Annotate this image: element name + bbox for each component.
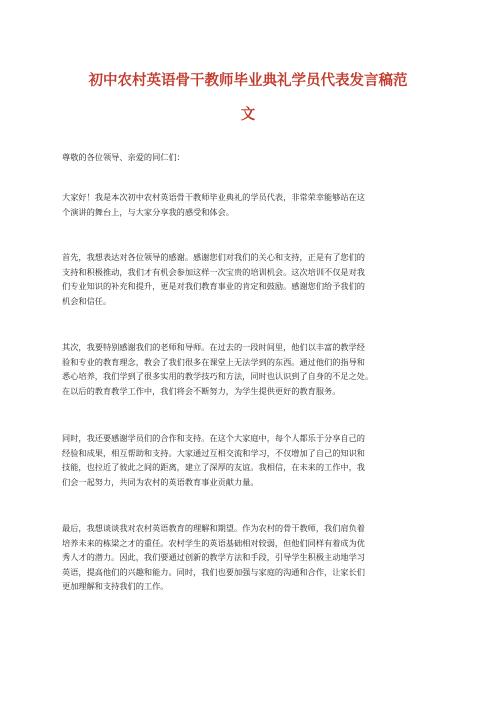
- greeting-paragraph: [62, 190, 442, 219]
- paragraph-line: 悉心培养，我们学到了很多实用的教学技巧和方法，同时也认识到了自身的不足之处。: [62, 371, 374, 382]
- expectations-paragraph: [62, 521, 442, 594]
- paragraph-line: 培养未来的栋梁之才的重任。农村学生的英语基础相对较弱，但他们同样有着成为优: [62, 537, 365, 548]
- paragraph-line: 秀人才的潜力。因此，我们要通过创新的教学方法和手段，引导学生积极主动地学习: [62, 552, 365, 563]
- paragraph-line: 最后，我想谈谈我对农村英语教育的理解和期望。作为农村的骨干教师，我们肩负着: [62, 523, 365, 533]
- document-title-line-2: 文: [240, 107, 256, 123]
- paragraph-line: 大家好！我是本次初中农村英语骨干教师毕业典礼的学员代表，非常荣幸能够站在这: [62, 192, 365, 202]
- paragraph-line: 们会一起努力，共同为农村的英语教育事业贡献力量。: [62, 476, 259, 487]
- salutation-paragraph: [62, 150, 442, 165]
- paragraph-line: 在以后的教育教学工作中，我们将会不断努力，为学生提供更好的教育服务。: [62, 385, 341, 396]
- document-title-line-1: 初中农村英语骨干教师毕业典礼学员代表发言稿范: [88, 73, 408, 89]
- paragraph-line: 英语，提高他们的兴趣和能力。同时，我们也要加强与家庭的沟通和合作，让家长们: [62, 566, 365, 577]
- paragraph-line: 首先，我想表达对各位领导的感谢。感谢您们对我们的关心和支持，正是有了您们的: [62, 252, 365, 262]
- paragraph-line: 们专业知识的补充和提升，更是对我们教育事业的肯定和鼓励。感谢您们给予我们的: [62, 281, 365, 292]
- thanks-leaders-paragraph: [62, 250, 442, 308]
- paragraph-line: 其次，我要特别感谢我们的老师和导师。在过去的一段时间里，他们以丰富的教学经: [62, 342, 365, 352]
- paragraph-line: 机会和信任。: [62, 295, 112, 306]
- paragraph-line: 支持和积极推动，我们才有机会参加这样一次宝贵的培训机会。这次培训不仅是对我: [62, 266, 365, 277]
- paragraph-line: 更加理解和支持我们的工作。: [62, 581, 169, 592]
- paragraph-line: 个演讲的舞台上，与大家分享我的感受和体会。: [62, 206, 234, 217]
- paragraph-line: 同时，我还要感谢学员们的合作和支持。在这个大家庭中，每个人都乐于分享自己的: [62, 433, 365, 443]
- thanks-teachers-paragraph: [62, 340, 442, 398]
- paragraph-line: 技能，也拉近了彼此之间的距离，建立了深厚的友谊。我相信，在未来的工作中，我: [62, 462, 365, 473]
- paragraph-line: 验和专业的教育理念，教会了我们很多在课堂上无法学到的东西。通过他们的指导和: [62, 356, 365, 367]
- paragraph-line: 经验和成果，相互帮助和支持。大家通过互相交流和学习，不仅增加了自己的知识和: [62, 447, 365, 458]
- thanks-classmates-paragraph: [62, 431, 442, 489]
- paragraph-line: 尊敬的各位领导、亲爱的同仁们：: [62, 152, 185, 162]
